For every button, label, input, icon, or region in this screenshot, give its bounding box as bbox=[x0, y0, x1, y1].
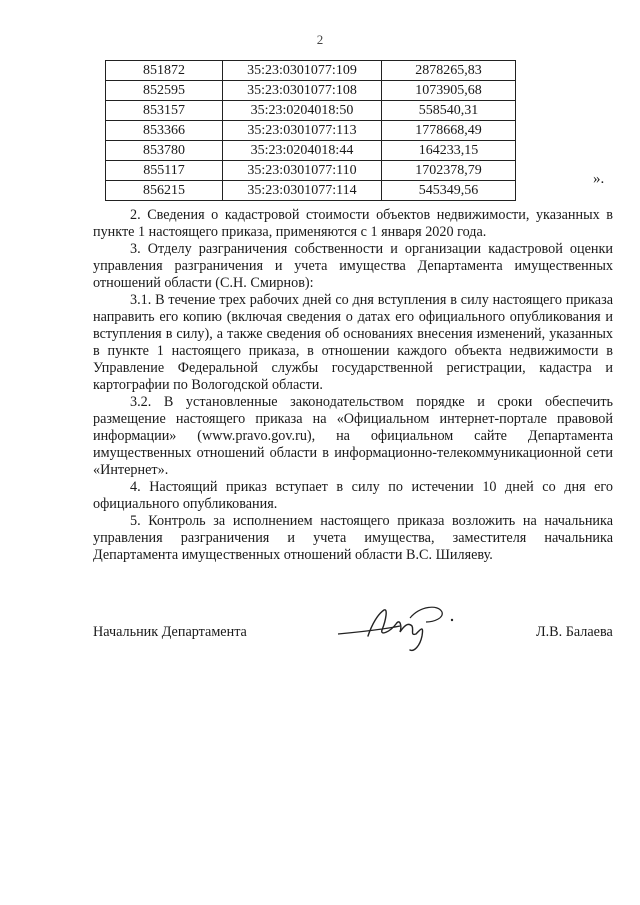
row-number-cell: 855117 bbox=[106, 161, 223, 181]
cadastral-value-cell: 1702378,79 bbox=[382, 161, 516, 181]
cadastral-number-cell: 35:23:0301077:109 bbox=[223, 61, 382, 81]
table-row bbox=[106, 181, 516, 201]
signatory-name: Л.В. Балаева bbox=[536, 624, 613, 640]
table-row bbox=[106, 161, 516, 181]
row-number-cell: 853780 bbox=[106, 141, 223, 161]
paragraph-2: 2. Сведения о кадастровой стоимости объектов недвижимости, указанных в пункте 1 настоящего приказа, применяются с 1 января 2020 года. bbox=[93, 207, 613, 240]
cadastral-number-cell: 35:23:0301077:110 bbox=[223, 161, 382, 181]
table-row bbox=[106, 121, 516, 141]
cadastral-value-table bbox=[105, 60, 516, 201]
paragraph-3-1: 3.1. В течение трех рабочих дней со дня вступления в силу настоящего приказа направить его копию (включая сведения о датах его официального опубликования и вступления в силу), а также сведения об основаниях внесения изменений, указанных в пункте 1 настоящего приказа, в отношении каждого объекта недвижимости в Управление Федеральной службы государственной регистрации, кадастра и картографии по Вологодской области. bbox=[93, 292, 613, 393]
cadastral-value-cell: 2878265,83 bbox=[382, 61, 516, 81]
table-row bbox=[106, 61, 516, 81]
document-body bbox=[93, 207, 613, 564]
row-number-cell: 852595 bbox=[106, 81, 223, 101]
cadastral-value-cell: 164233,15 bbox=[382, 141, 516, 161]
cadastral-value-cell: 558540,31 bbox=[382, 101, 516, 121]
row-number-cell: 851872 bbox=[106, 61, 223, 81]
paragraph-3-2: 3.2. В установленные законодательством порядке и сроки обеспечить размещение настоящего приказа на «Официальном интернет-портале правовой информации» (www.pravo.gov.ru), на официальном сайте Департамента имущественных отношений области в информационно-телекоммуникационной сети «Интернет». bbox=[93, 394, 613, 478]
paragraph-4: 4. Настоящий приказ вступает в силу по истечении 10 дней со дня его официального опубликования. bbox=[93, 479, 613, 512]
cadastral-value-cell: 545349,56 bbox=[382, 181, 516, 201]
row-number-cell: 853366 bbox=[106, 121, 223, 141]
cadastral-value-cell: 1778668,49 bbox=[382, 121, 516, 141]
cadastral-value-cell: 1073905,68 bbox=[382, 81, 516, 101]
page-number: 2 bbox=[316, 32, 324, 47]
cadastral-number-cell: 35:23:0204018:50 bbox=[223, 101, 382, 121]
row-number-cell: 853157 bbox=[106, 101, 223, 121]
row-number-cell: 856215 bbox=[106, 181, 223, 201]
cadastral-number-cell: 35:23:0204018:44 bbox=[223, 141, 382, 161]
table-closing-quote: ». bbox=[593, 171, 605, 187]
table-row bbox=[106, 141, 516, 161]
signatory-title: Начальник Департамента bbox=[93, 624, 247, 640]
cadastral-number-cell: 35:23:0301077:114 bbox=[223, 181, 382, 201]
cadastral-number-cell: 35:23:0301077:113 bbox=[223, 121, 382, 141]
table-row bbox=[106, 81, 516, 101]
cadastral-number-cell: 35:23:0301077:108 bbox=[223, 81, 382, 101]
table-row bbox=[106, 101, 516, 121]
paragraph-5: 5. Контроль за исполнением настоящего приказа возложить на начальника управления разграничения и учета имущества, заместителя начальника Департамента имущественных отношений области В.С. Шиляеву. bbox=[93, 513, 613, 563]
paragraph-3: 3. Отделу разграничения собственности и организации кадастровой оценки управления разграничения и учета имущества Департамента имущественных отношений области (С.Н. Смирнов): bbox=[93, 241, 613, 291]
handwritten-signature-icon bbox=[330, 596, 465, 656]
